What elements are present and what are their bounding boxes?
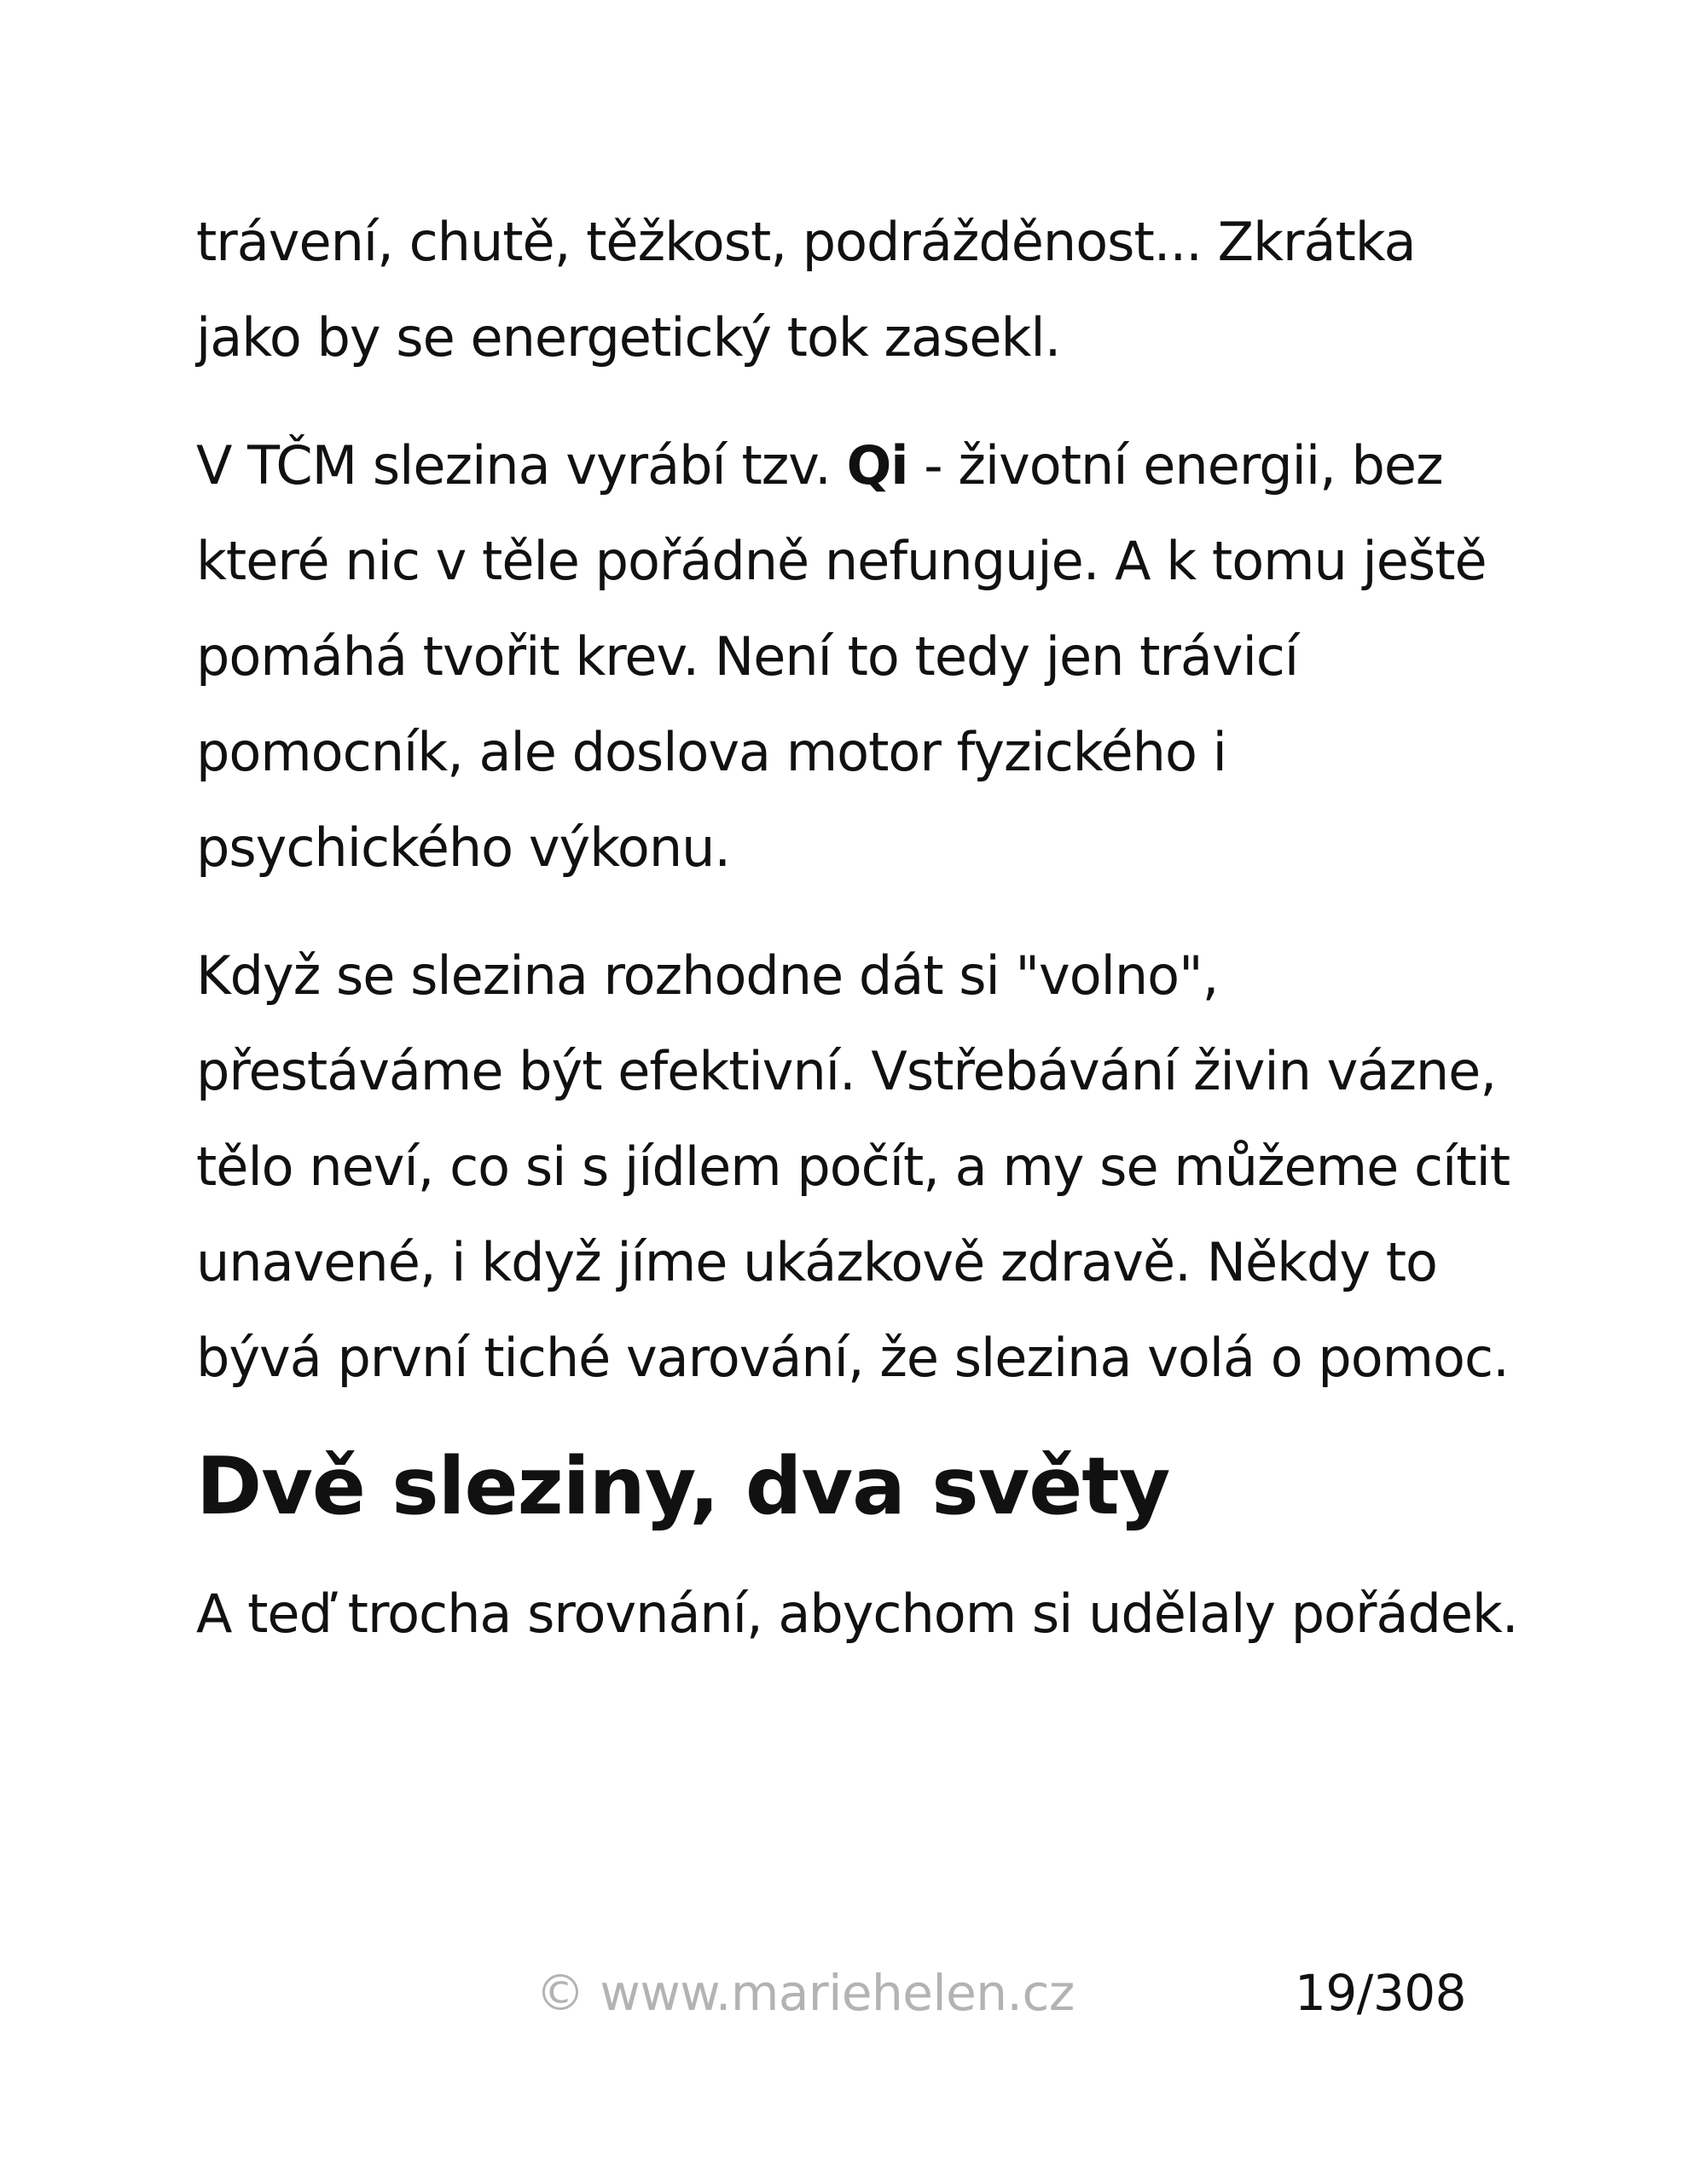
paragraph-2 <box>196 418 1527 896</box>
qi-term: Qi <box>846 434 908 497</box>
paragraph-2-after-bold: - životní energii, bez které nic v těle pořádně nefunguje. A k tomu ještě pomáhá tvořit krev. Není to tedy jen trávicí pomocník, ale doslova motor fyzického i psychického výkonu. <box>196 434 1487 879</box>
section-heading: Dvě sleziny, dva světy <box>196 1440 1170 1532</box>
page-number: 19/308 <box>1295 1964 1467 2022</box>
paragraph-3: Když se slezina rozhodne dát si "volno", přestáváme být efektivní. Vstřebávání živin vázne, tělo neví, co si s jídlem počít, a my se můžeme cítit unavené, i když jíme ukázkově zdravě. Někdy to bývá první tiché varování, že slezina volá o pomoc. <box>196 944 1510 1389</box>
footer-copyright: © www.mariehelen.cz <box>536 1964 1075 2022</box>
paragraph-1: trávení, chutě, těžkost, podrážděnost... Zkrátka jako by se energetický tok zasekl. <box>196 211 1416 369</box>
paragraph-4: A teď trocha srovnání, abychom si udělaly pořádek. <box>196 1583 1518 1645</box>
page-content <box>196 195 1527 1694</box>
paragraph-2-before-bold: V TČM slezina vyrábí tzv. <box>196 434 847 497</box>
